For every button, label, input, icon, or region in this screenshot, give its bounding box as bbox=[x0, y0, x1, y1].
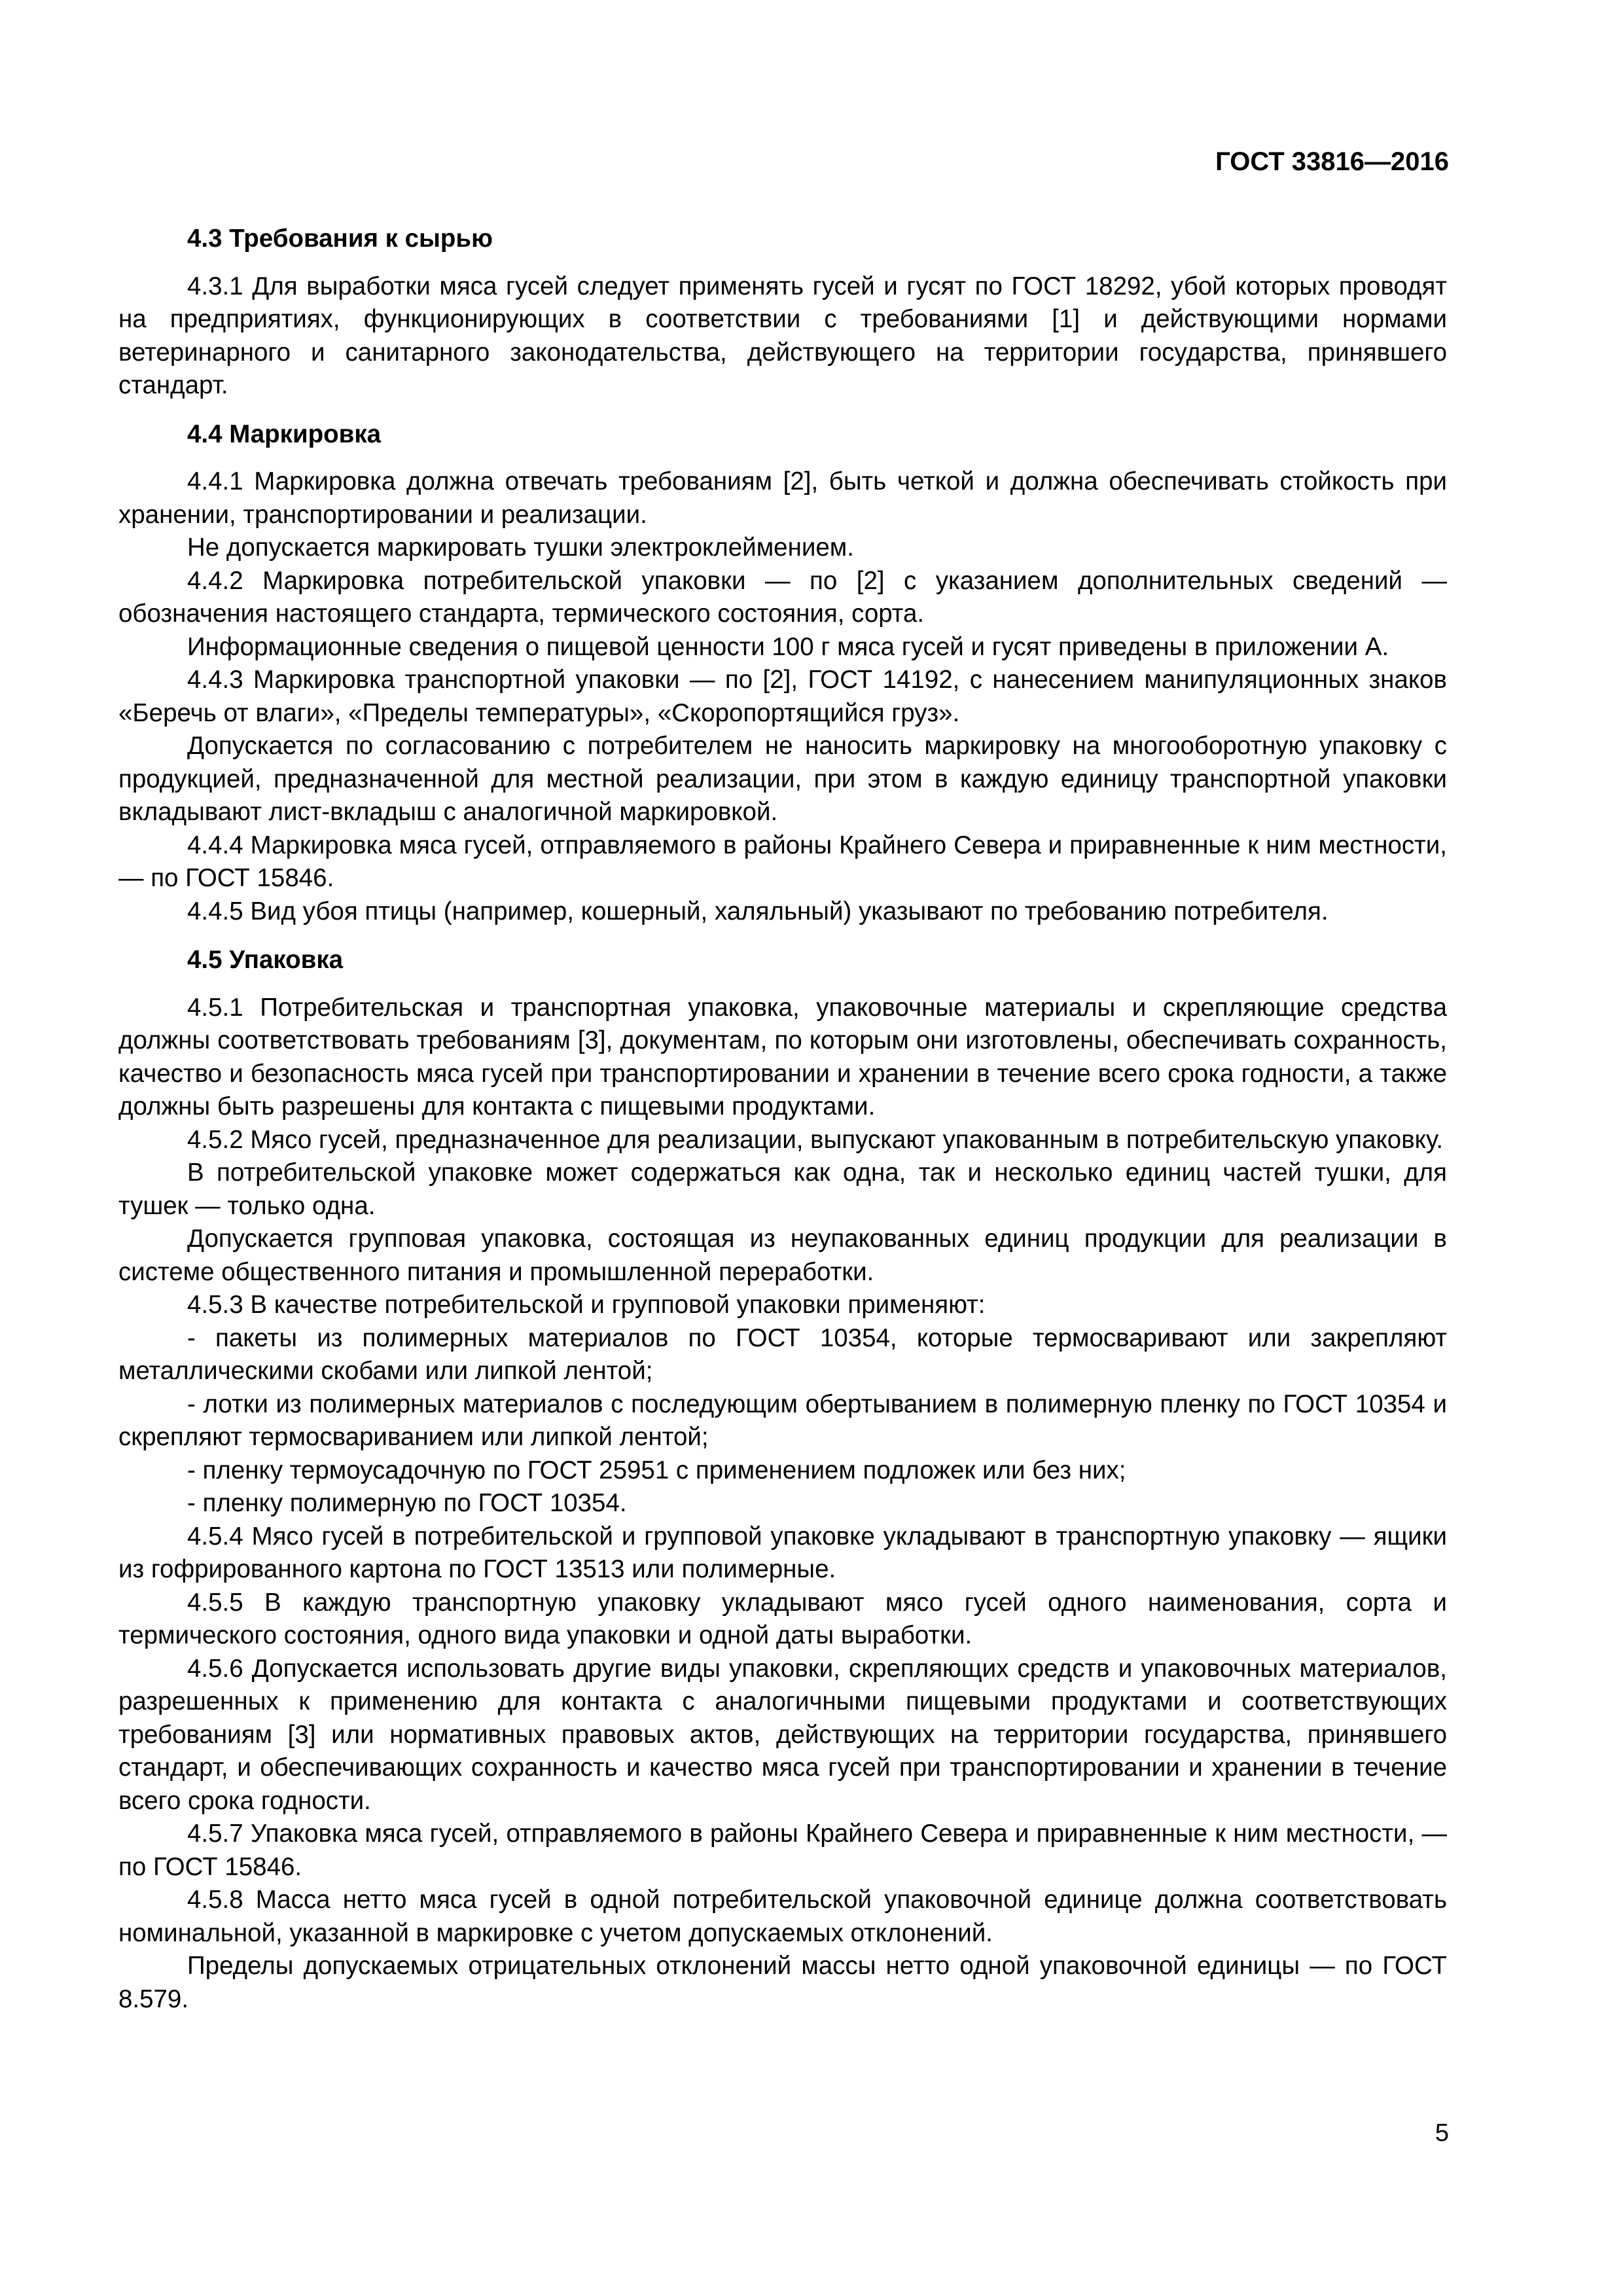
paragraph-4-5-2: 4.5.2 Мясо гусей, предназначенное для реализации, выпускают упакованным в потребительскую упаковку. bbox=[187, 1125, 1444, 1154]
paragraph-4-5-8-limits: Пределы допускаемых отрицательных отклонений массы нетто одной упаковочной единицы — по ГОСТ 8.579. bbox=[118, 1952, 1447, 2013]
paragraph-4-4-4: 4.4.4 Маркировка мяса гусей, отправляемого в районы Крайнего Севера и приравненные к ним местности, — по ГОСТ 15846. bbox=[118, 831, 1447, 892]
paragraph-4-5-7: 4.5.7 Упаковка мяса гусей, отправляемого в районы Крайнего Севера и приравненные к ним местности, — по ГОСТ 15846. bbox=[118, 1820, 1447, 1881]
paragraph-4-4-2-info: Информационные сведения о пищевой ценности 100 г мяса гусей и гусят приведены в приложении А. bbox=[187, 632, 1389, 661]
paragraph-4-4-5: 4.4.5 Вид убоя птицы (например, кошерный, халяльный) указывают по требованию потребителя. bbox=[187, 897, 1329, 925]
paragraph-4-5-8: 4.5.8 Масса нетто мяса гусей в одной потребительской упаковочной единице должна соответствовать номинальной, указанной в маркировке с учетом допускаемых отклонений. bbox=[118, 1886, 1447, 1947]
paragraph-4-5-5: 4.5.5 В каждую транспортную упаковку укладывают мясо гусей одного наименования, сорта и термического состояния, одного вида упаковки и одной даты выработки. bbox=[118, 1588, 1447, 1649]
document-body bbox=[118, 223, 1447, 2016]
paragraph-4-4-3-note: Допускается по согласованию с потребителем не наносить маркировку на многооборотную упаковку с продукцией, предназначенной для местной реализации, при этом в каждую единицу транспортной упаковки вкладывают лист-вкладыш с аналогичной маркировкой. bbox=[118, 732, 1447, 826]
document-code-header: ГОСТ 33816—2016 bbox=[1215, 147, 1449, 176]
paragraph-4-5-1: 4.5.1 Потребительская и транспортная упаковка, упаковочные материалы и скрепляющие средства должны соответствовать требованиям [3], документам, по которым они изготовлены, обеспечивать сохранность, качество и безопасность мяса гусей при транспортировании и хранении в течение всего срока годности, а также должны быть разрешены для контакта с пищевыми продуктами. bbox=[118, 993, 1447, 1121]
list-item-trays: - лотки из полимерных материалов с последующим обертыванием в полимерную пленку по ГОСТ 10354 и скрепляют термосвариванием или липкой лентой; bbox=[118, 1390, 1447, 1451]
page-number: 5 bbox=[1435, 2119, 1449, 2147]
paragraph-4-4-1: 4.4.1 Маркировка должна отвечать требованиям [2], быть четкой и должна обеспечивать стойкость при хранении, транспортировании и реализации. bbox=[118, 467, 1447, 529]
paragraph-4-5-4: 4.5.4 Мясо гусей в потребительской и групповой упаковке укладывают в транспортную упаковку — ящики из гофрированного картона по ГОСТ 13513 или полимерные. bbox=[118, 1522, 1447, 1583]
section-heading-4-3: 4.3 Требования к сырью bbox=[187, 224, 493, 253]
section-heading-4-5: 4.5 Упаковка bbox=[187, 946, 343, 974]
list-item-shrink-film: - пленку термоусадочную по ГОСТ 25951 с применением подложек или без них; bbox=[187, 1456, 1126, 1484]
list-item-polymer-film: - пленку полимерную по ГОСТ 10354. bbox=[187, 1489, 627, 1517]
paragraph-4-5-2-group: Допускается групповая упаковка, состоящая из неупакованных единиц продукции для реализации в системе общественного питания и промышленной переработки. bbox=[118, 1225, 1447, 1286]
paragraph-4-5-3: 4.5.3 В качестве потребительской и групповой упаковки применяют: bbox=[187, 1291, 986, 1319]
paragraph-4-3-1: 4.3.1 Для выработки мяса гусей следует применять гусей и гусят по ГОСТ 18292, убой которых проводят на предприятиях, функционирующих в соответствии с требованиями [1] и действующими нормами ветеринарного и санитарного законодательства, действующего на территории государства, принявшего стандарт. bbox=[118, 272, 1447, 399]
paragraph-4-4-3: 4.4.3 Маркировка транспортной упаковки — по [2], ГОСТ 14192, с нанесением манипуляционных знаков «Беречь от влаги», «Пределы температуры», «Скоропортящийся груз». bbox=[118, 666, 1447, 727]
paragraph-4-5-2-consumer: В потребительской упаковке может содержаться как одна, так и несколько единиц частей тушки, для тушек — только одна. bbox=[118, 1158, 1447, 1220]
paragraph-4-4-1-note: Не допускается маркировать тушки электроклеймением. bbox=[187, 533, 854, 562]
paragraph-4-5-6: 4.5.6 Допускается использовать другие виды упаковки, скрепляющих средств и упаковочных материалов, разрешенных к применению для контакта с аналогичными пищевыми продуктами и соответствующих требованиям [3] или нормативных правовых актов, действующих на территории государства, принявшего стандарт, и обеспечивающих сохранность и качество мяса гусей при транспортировании и хранении в течение всего срока годности. bbox=[118, 1654, 1447, 1815]
paragraph-4-4-2: 4.4.2 Маркировка потребительской упаковки — по [2] с указанием дополнительных сведений — обозначения настоящего стандарта, термического состояния, сорта. bbox=[118, 566, 1447, 628]
section-heading-4-4: 4.4 Маркировка bbox=[187, 420, 382, 448]
list-item-packets: - пакеты из полимерных материалов по ГОСТ 10354, которые термосваривают или закрепляют металлическими скобами или липкой лентой; bbox=[118, 1323, 1447, 1385]
